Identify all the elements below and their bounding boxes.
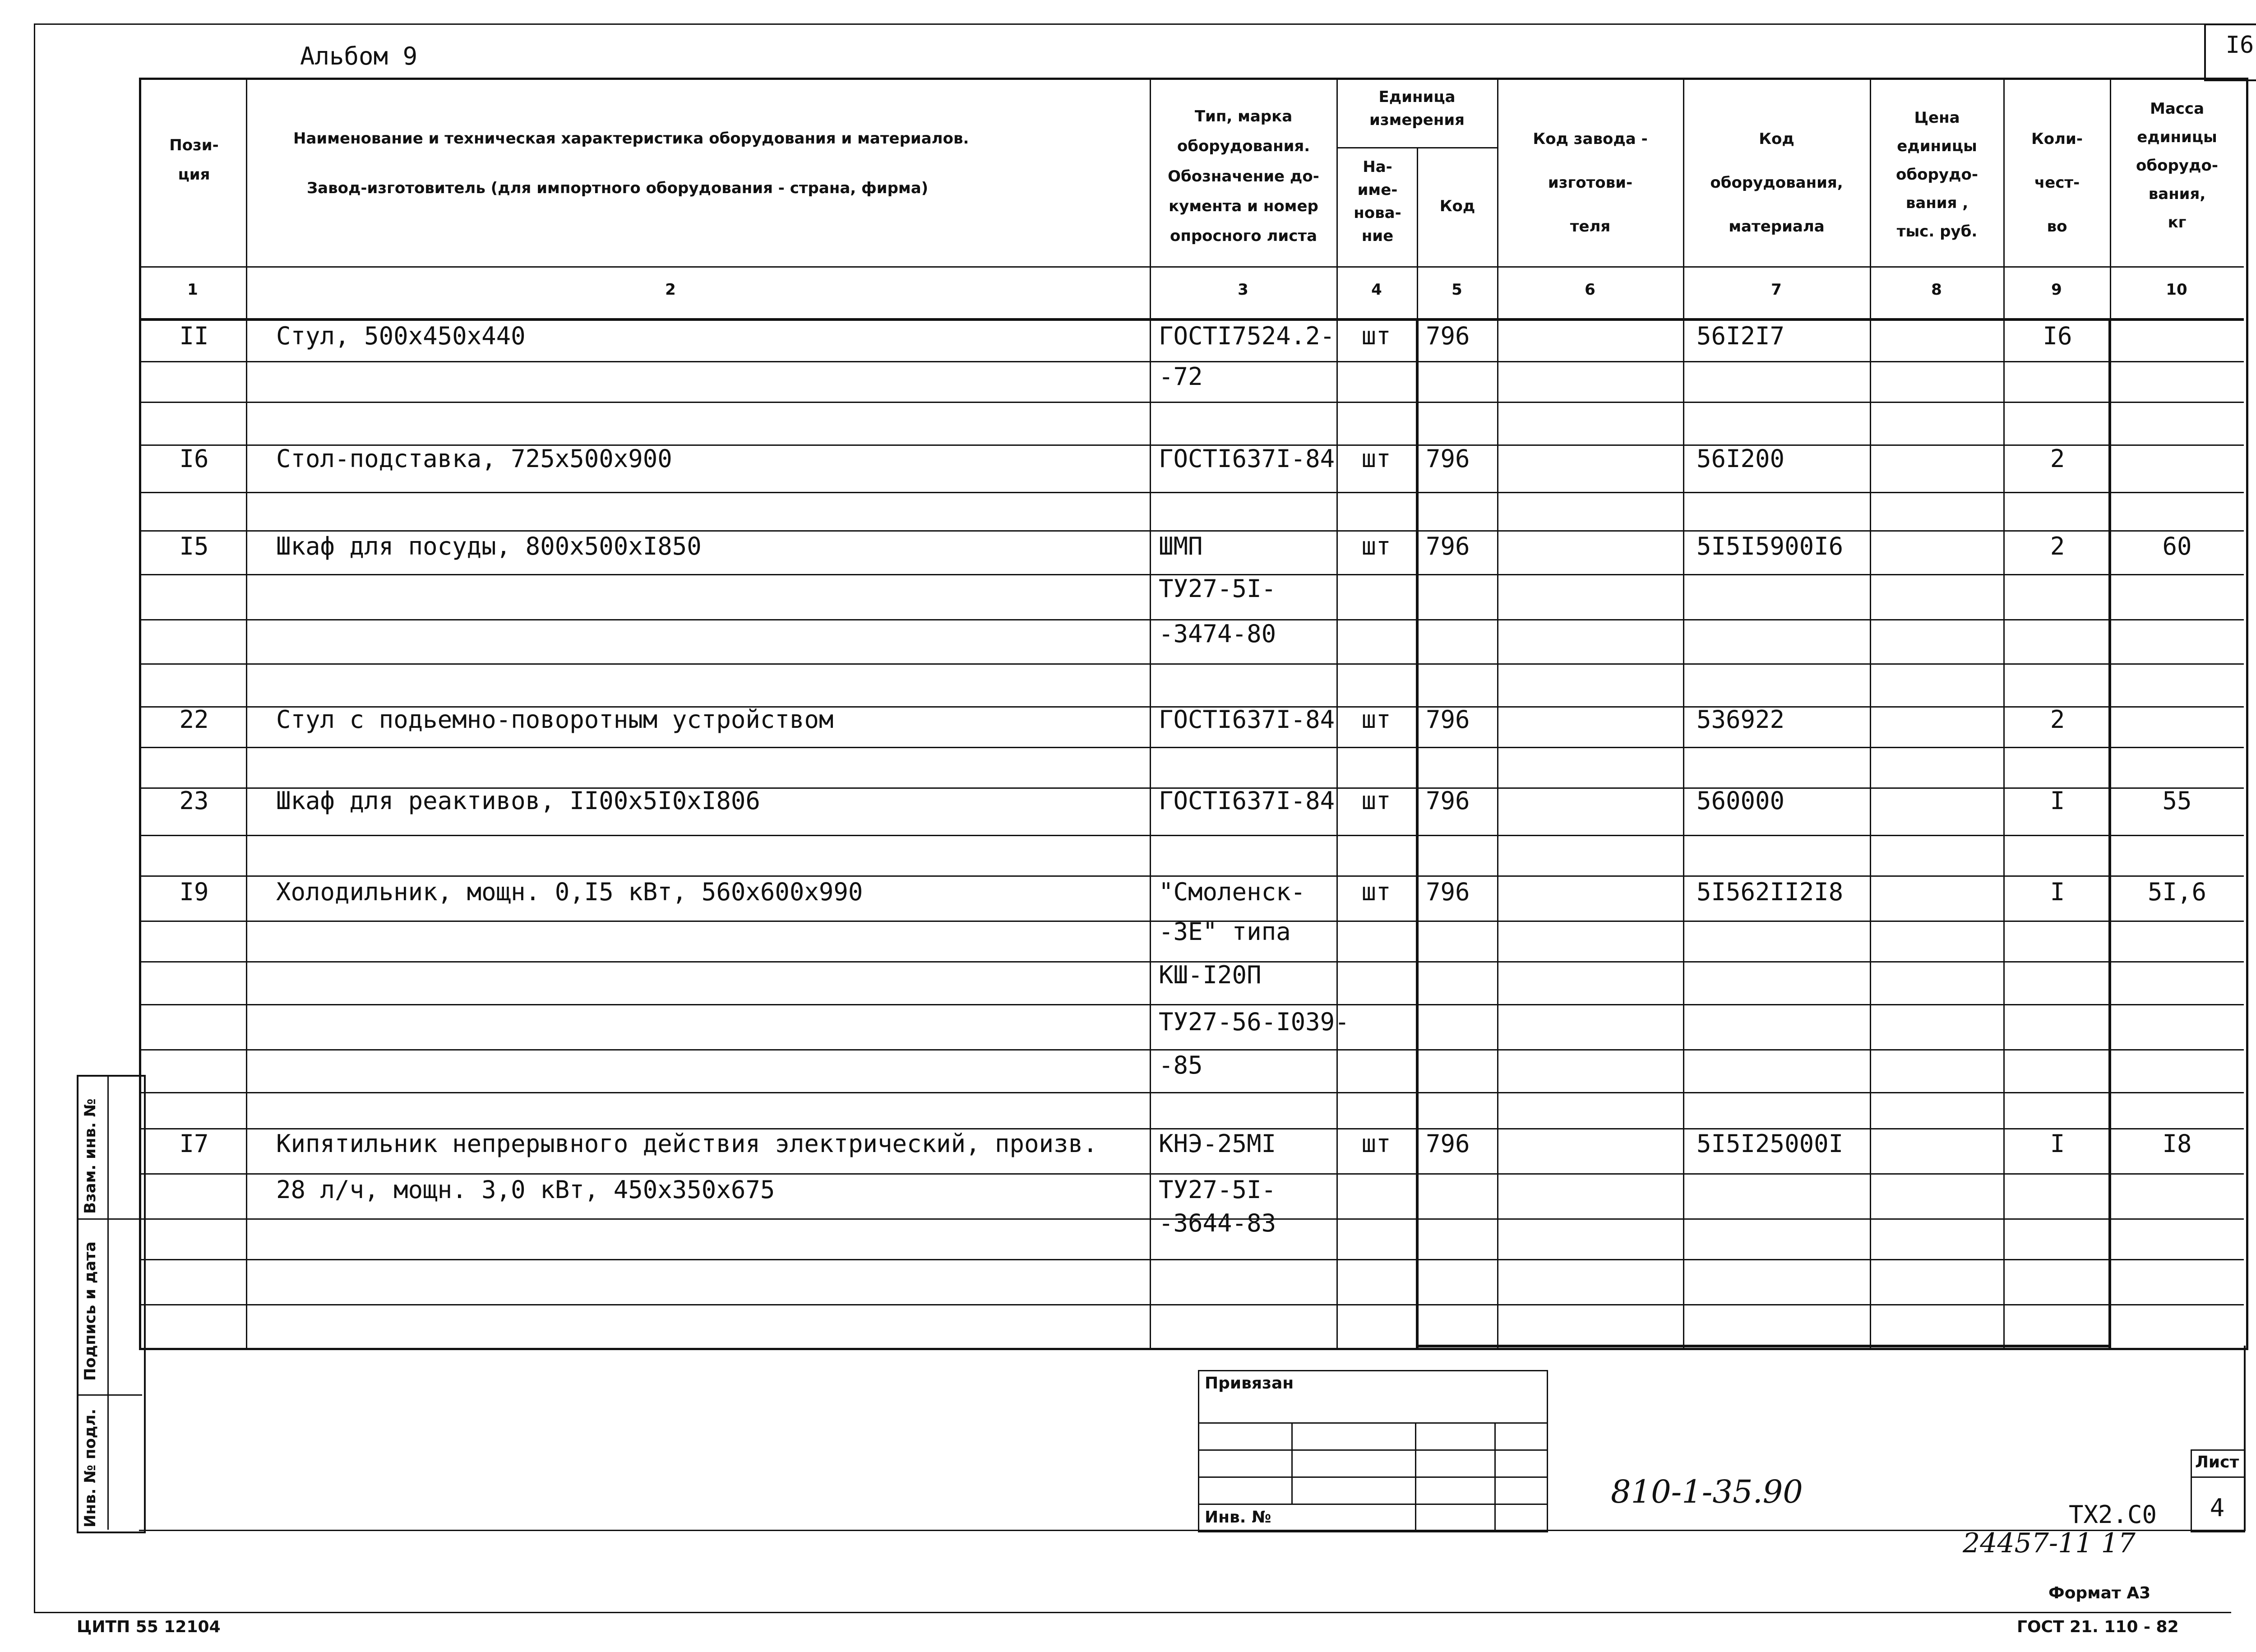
header-mass: Масса единицы оборудо- вания, кг [2136,100,2218,231]
row-name: Стол-подставка, 725х500х900 [276,444,672,473]
row-unit: шт [1361,705,1391,734]
row-unit: шт [1361,444,1391,473]
row-code: 796 [1426,322,1470,350]
header-unit-code: Код [1439,197,1475,215]
row-code: 796 [1426,787,1470,815]
row-type: "Смоленск- [1159,878,1306,906]
row-pos: I7 [179,1129,209,1158]
unit-split-line [1336,147,1497,148]
row-type: КНЭ-25МI [1159,1129,1276,1158]
row-type: -3474-80 [1159,620,1276,648]
column-number: 9 [2051,281,2062,299]
row-mass: I8 [2162,1129,2192,1158]
row-qty: 2 [2050,532,2065,560]
column-number: 7 [1771,281,1782,299]
row-eqcode: 536922 [1697,705,1785,734]
row-separator [139,1304,2244,1305]
row-name: Кипятильник непрерывного действия электрический, произв. [276,1129,1098,1158]
row-separator [139,1004,2244,1005]
row-type: ТУ27-5I- [1159,574,1276,603]
format-label: Формат А3 [2048,1584,2151,1602]
row-mass: 60 [2162,532,2192,560]
row-code: 796 [1426,444,1470,473]
row-mass: 5I,6 [2147,878,2207,906]
side-label-vzam: Взам. инв. № [81,1098,99,1214]
column-number: 4 [1371,281,1382,299]
header-pos: Пози- ция [169,136,219,184]
col-line-1 [246,78,247,1348]
row-type: -3Е" типа [1159,917,1291,946]
row-pos: I5 [179,532,209,560]
row-name: Шкаф для реактивов, II00х5I0хI806 [276,787,760,815]
header-unit-name: На- име- нова- ние [1354,158,1401,245]
stamp-bottom-line [139,1530,2244,1531]
row-name: Шкаф для посуды, 800х500хI850 [276,532,702,560]
row-unit: шт [1361,878,1391,906]
row-type: ТУ27-5I- [1159,1175,1276,1204]
row-type: КШ-I20П [1159,961,1262,989]
side-strip-divider [107,1075,109,1530]
row-name: Стул, 500х450х440 [276,322,526,350]
page-number-box [2204,23,2256,81]
sheet-top-border [34,23,2256,25]
privyazan-label: Привязан [1205,1374,1294,1393]
archive-handwritten-number: 24457-11 17 [1963,1527,2136,1559]
inv-no-label: Инв. № [1205,1508,1271,1527]
list-value: 4 [2210,1494,2225,1522]
row-name: 28 л/ч, мощн. 3,0 кВт, 450х350х675 [276,1175,775,1204]
row-separator [139,663,2244,665]
col-line-8 [2003,78,2005,1348]
row-code: 796 [1426,1129,1470,1158]
row-qty: I [2050,1129,2065,1158]
side-strip-line-2 [77,1394,142,1396]
row-eqcode: 560000 [1697,787,1785,815]
thick-line-right [2108,319,2111,1348]
sheet-left-border [34,23,35,1612]
row-type: ТУ27-56-I039- [1159,1008,1350,1036]
row-type: -3644-83 [1159,1209,1276,1237]
row-pos: 23 [179,787,209,815]
column-number: 3 [1238,281,1248,299]
header-type: Тип, марка оборудования. Обозначение до- кумента и номер опросного листа [1168,107,1319,245]
header-equipment-code: Код оборудования, материала [1710,130,1843,236]
column-number: 1 [187,281,198,299]
column-number: 2 [665,281,676,299]
row-type: ГОСТI7524.2- [1159,322,1335,350]
row-qty: I [2050,878,2065,906]
row-code: 796 [1426,705,1470,734]
row-qty: I6 [2043,322,2072,350]
side-label-inv: Инв. № подл. [81,1408,99,1527]
row-separator [139,402,2244,403]
header-factory-code: Код завода - изготови- теля [1533,130,1648,236]
row-type: ШМП [1159,532,1203,560]
row-eqcode: 5I5I25000I [1697,1129,1844,1158]
row-type: ГОСТI637I-84 [1159,705,1335,734]
row-separator [139,1173,2244,1175]
row-code: 796 [1426,878,1470,906]
row-name: Стул с подьемно-поворотным устройством [276,705,834,734]
header-name-line2: Завод-изготовитель (для импортного оборудования - страна, фирма) [307,179,929,197]
row-separator [139,492,2244,493]
col-line-5 [1497,78,1498,1348]
row-mass: 55 [2162,787,2192,815]
album-title: Альбом 9 [300,42,418,70]
col-line-7 [1870,78,1871,1348]
row-pos: I6 [179,444,209,473]
row-pos: I9 [179,878,209,906]
row-pos: 22 [179,705,209,734]
row-type: -85 [1159,1051,1203,1079]
row-eqcode: 5I5I5900I6 [1697,532,1844,560]
row-type: ГОСТI637I-84 [1159,444,1335,473]
row-code: 796 [1426,532,1470,560]
row-separator [139,1092,2244,1093]
header-bottom-line [139,266,2244,268]
header-name-line1: Наименование и техническая характеристика оборудования и материалов. [293,130,969,148]
side-label-podpis: Подпись и дата [81,1241,99,1381]
row-unit: шт [1361,1129,1391,1158]
privyazan-vline-3 [1494,1422,1496,1530]
sheet-bottom-border [34,1612,2231,1613]
row-separator [139,747,2244,748]
header-unit: Единица измерения [1369,88,1465,129]
row-separator [139,875,2244,877]
row-type: ГОСТI637I-84 [1159,787,1335,815]
doc-handwritten-number: 810-1-35.90 [1611,1473,1803,1510]
row-eqcode: 56I2I7 [1697,322,1785,350]
privyazan-vline-2 [1415,1422,1416,1530]
col-line-2 [1150,78,1151,1348]
column-number: 8 [1931,281,1942,299]
side-strip-line-1 [77,1218,142,1220]
row-pos: II [179,322,209,350]
thick-line-left [1416,319,1419,1348]
colnum-bottom-line [139,318,2244,321]
row-separator [139,835,2244,836]
header-price: Цена единицы оборудо- вания , тыс. руб. [1896,109,1978,241]
row-qty: I [2050,787,2065,815]
doc-code: ТХ2.С0 [2069,1500,2157,1529]
row-qty: 2 [2050,444,2065,473]
citp-label: ЦИТП 55 12104 [77,1618,221,1636]
row-eqcode: 5I562II2I8 [1697,878,1844,906]
column-number: 6 [1585,281,1595,299]
row-unit: шт [1361,322,1391,350]
thick-line-bottom [1416,1345,2111,1347]
row-separator [139,1049,2244,1050]
list-label: Лист [2195,1453,2239,1472]
page-number: I6 [2225,32,2254,59]
row-qty: 2 [2050,705,2065,734]
gost-label: ГОСТ 21. 110 - 82 [2017,1618,2179,1636]
list-box-line [2191,1476,2244,1478]
row-type: -72 [1159,362,1203,391]
col-line-6 [1683,78,1684,1348]
row-unit: шт [1361,787,1391,815]
row-separator [139,1259,2244,1260]
row-unit: шт [1361,532,1391,560]
header-quantity: Коли- чест- во [2031,130,2083,236]
column-number: 5 [1452,281,1462,299]
row-eqcode: 56I200 [1697,444,1785,473]
privyazan-vline-1 [1291,1422,1293,1504]
row-name: Холодильник, мощн. 0,I5 кВт, 560х600х990 [276,878,863,906]
row-separator [139,530,2244,532]
column-number: 10 [2166,281,2187,299]
